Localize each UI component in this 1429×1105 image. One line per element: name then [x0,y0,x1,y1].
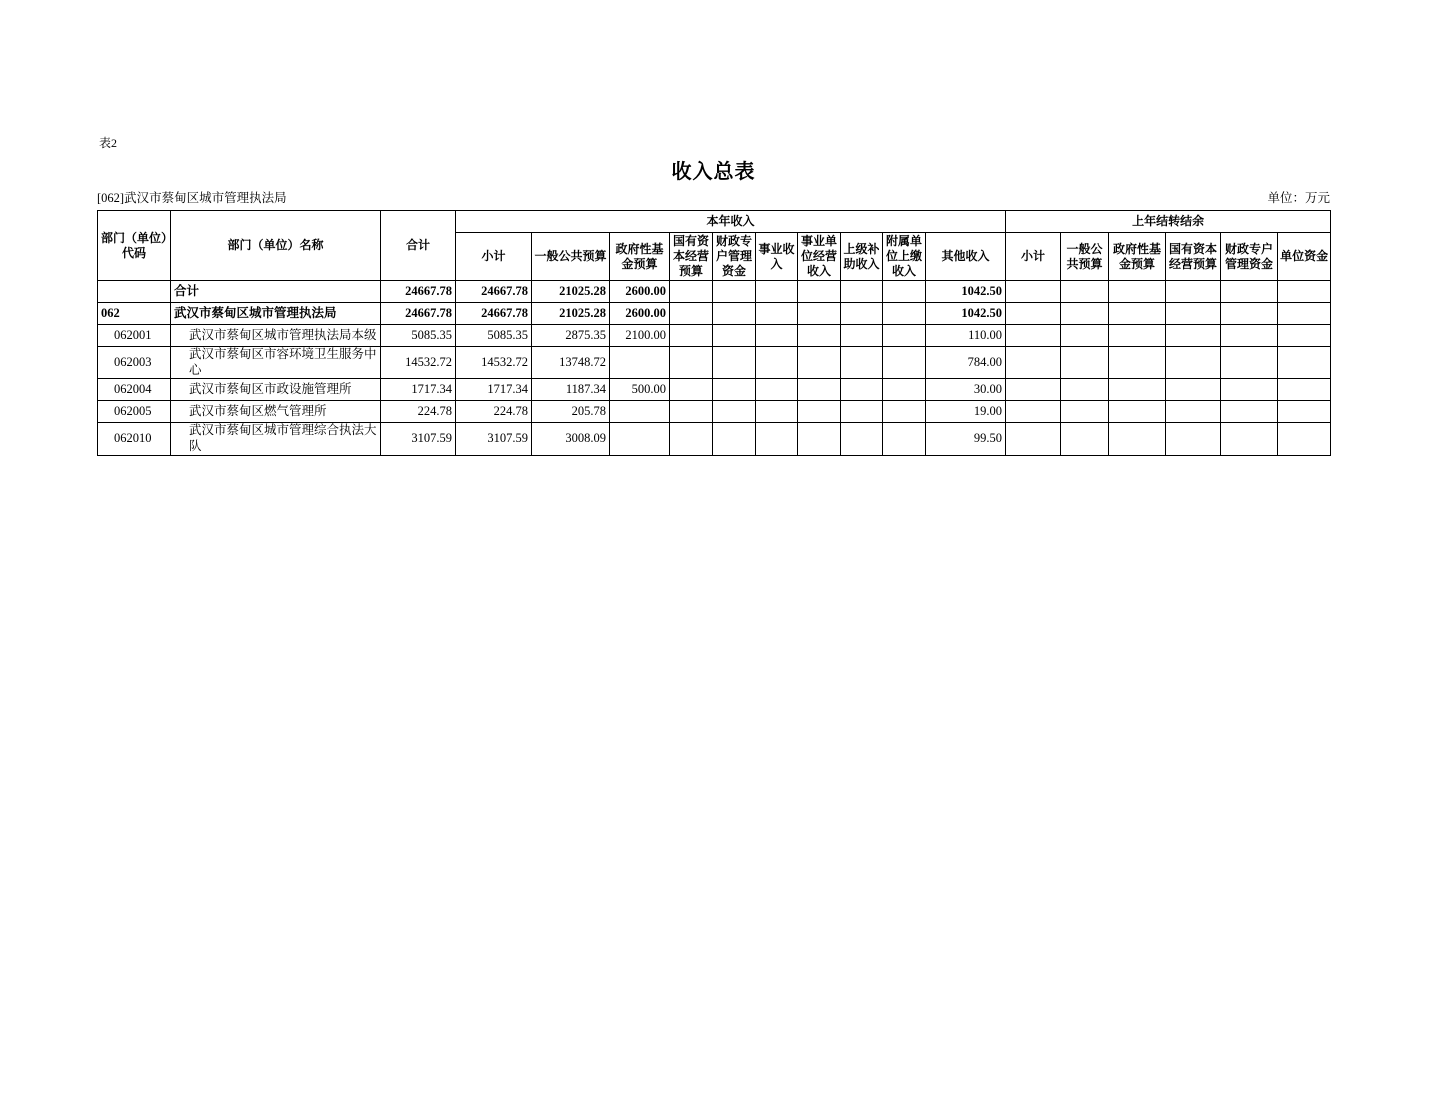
header-current-year-col-6: 事业单位经营收入 [798,233,841,281]
row-value-cell [670,379,713,401]
row-value-cell [1061,347,1109,379]
row-value-cell [841,401,883,423]
header-current-year-col-7: 上级补助收入 [841,233,883,281]
row-name-cell: 武汉市蔡甸区城市管理综合执法大队 [171,423,381,455]
row-value-cell [1006,325,1061,347]
row-code-cell [98,281,171,303]
row-value-cell [883,347,926,379]
row-code-cell: 062010 [98,423,171,455]
row-value-cell [1061,401,1109,423]
row-value-cell: 1042.50 [926,303,1006,325]
row-value-cell: 3107.59 [456,423,532,455]
row-value-cell: 1717.34 [456,379,532,401]
row-value-cell [1109,347,1166,379]
header-current-year-col-0: 小计 [456,233,532,281]
row-value-cell [883,303,926,325]
row-value-cell [1221,347,1278,379]
header-current-year-col-5: 事业收入 [756,233,798,281]
row-value-cell [670,347,713,379]
row-name-cell: 合计 [171,281,381,303]
header-current-year-col-8: 附属单位上缴收入 [883,233,926,281]
header-carryover-col-3: 国有资本经营预算 [1166,233,1221,281]
row-value-cell [756,401,798,423]
header-current-year-col-4: 财政专户管理资金 [713,233,756,281]
row-value-cell [798,281,841,303]
row-value-cell: 205.78 [532,401,610,423]
row-value-cell: 2600.00 [610,281,670,303]
row-value-cell [841,303,883,325]
row-value-cell: 21025.28 [532,303,610,325]
table-row [98,303,1331,325]
row-name-cell: 武汉市蔡甸区城市管理执法局本级 [171,325,381,347]
row-code-cell: 062001 [98,325,171,347]
row-value-cell [1278,401,1331,423]
row-value-cell [1006,379,1061,401]
table-row [98,347,1331,379]
row-value-cell [798,379,841,401]
row-value-cell: 14532.72 [456,347,532,379]
row-value-cell [1221,281,1278,303]
row-value-cell [1221,401,1278,423]
row-value-cell: 3008.09 [532,423,610,455]
row-code-cell: 062003 [98,347,171,379]
header-current-year-col-9: 其他收入 [926,233,1006,281]
row-value-cell [1109,325,1166,347]
row-value-cell: 110.00 [926,325,1006,347]
row-value-cell [1166,347,1221,379]
row-value-cell [841,347,883,379]
row-value-cell: 224.78 [456,401,532,423]
row-value-cell [1006,423,1061,455]
row-value-cell [841,379,883,401]
row-name-cell: 武汉市蔡甸区市容环境卫生服务中心 [171,347,381,379]
row-value-cell [1166,379,1221,401]
row-value-cell [883,325,926,347]
row-value-cell [1221,423,1278,455]
row-value-cell: 224.78 [381,401,456,423]
row-value-cell [1221,303,1278,325]
row-value-cell: 784.00 [926,347,1006,379]
row-value-cell [610,401,670,423]
row-value-cell: 2100.00 [610,325,670,347]
table-row [98,281,1331,303]
row-value-cell [1166,281,1221,303]
row-value-cell: 21025.28 [532,281,610,303]
row-value-cell [756,325,798,347]
header-carryover-col-1: 一般公共预算 [1061,233,1109,281]
row-value-cell [670,423,713,455]
income-summary-table [97,210,1331,456]
row-value-cell [756,423,798,455]
row-value-cell [1221,325,1278,347]
page-title: 收入总表 [671,161,756,183]
table-row [98,325,1331,347]
table-row [98,379,1331,401]
table-row [98,401,1331,423]
row-value-cell [713,303,756,325]
row-value-cell [1278,379,1331,401]
row-value-cell [1061,303,1109,325]
row-value-cell [883,281,926,303]
row-value-cell [1006,281,1061,303]
row-value-cell [670,401,713,423]
row-value-cell: 99.50 [926,423,1006,455]
row-value-cell: 30.00 [926,379,1006,401]
header-grand-total: 合计 [381,211,456,281]
sheet-label: 表2 [99,136,118,150]
row-value-cell [883,379,926,401]
row-value-cell: 24667.78 [456,281,532,303]
row-value-cell: 13748.72 [532,347,610,379]
row-value-cell: 5085.35 [381,325,456,347]
row-value-cell [841,281,883,303]
row-value-cell [1109,379,1166,401]
row-value-cell [1109,401,1166,423]
row-value-cell [798,325,841,347]
header-carryover-col-4: 财政专户管理资金 [1221,233,1278,281]
header-carryover-col-2: 政府性基金预算 [1109,233,1166,281]
row-value-cell: 24667.78 [381,281,456,303]
row-value-cell [1278,281,1331,303]
row-value-cell: 500.00 [610,379,670,401]
row-value-cell: 19.00 [926,401,1006,423]
row-value-cell: 24667.78 [456,303,532,325]
row-value-cell [798,347,841,379]
header-dept-code: 部门（单位）代码 [98,211,171,281]
row-value-cell: 1042.50 [926,281,1006,303]
header-current-year-col-3: 国有资本经营预算 [670,233,713,281]
row-value-cell [798,401,841,423]
row-value-cell [713,281,756,303]
row-value-cell [1278,303,1331,325]
row-value-cell [1006,401,1061,423]
row-value-cell: 5085.35 [456,325,532,347]
row-value-cell: 1187.34 [532,379,610,401]
row-value-cell [713,379,756,401]
row-value-cell: 2875.35 [532,325,610,347]
row-name-cell: 武汉市蔡甸区城市管理执法局 [171,303,381,325]
org-caption: [062]武汉市蔡甸区城市管理执法局 [97,191,287,205]
row-code-cell: 062005 [98,401,171,423]
row-value-cell [1061,379,1109,401]
row-value-cell [670,281,713,303]
row-value-cell [1278,423,1331,455]
row-value-cell [670,303,713,325]
row-value-cell: 14532.72 [381,347,456,379]
row-value-cell [1061,325,1109,347]
row-name-cell: 武汉市蔡甸区燃气管理所 [171,401,381,423]
row-value-cell [1061,281,1109,303]
row-value-cell [756,347,798,379]
table-body [98,281,1331,456]
row-value-cell [883,401,926,423]
header-carryover-col-5: 单位资金 [1278,233,1331,281]
row-value-cell [610,347,670,379]
row-code-cell: 062 [98,303,171,325]
row-value-cell [713,423,756,455]
row-value-cell [610,423,670,455]
row-value-cell [1006,303,1061,325]
row-value-cell [713,401,756,423]
header-carryover-col-0: 小计 [1006,233,1061,281]
row-value-cell [1109,281,1166,303]
row-value-cell [841,325,883,347]
row-value-cell [883,423,926,455]
row-code-cell: 062004 [98,379,171,401]
row-value-cell: 24667.78 [381,303,456,325]
row-value-cell [1166,325,1221,347]
row-value-cell [1061,423,1109,455]
row-value-cell [1221,379,1278,401]
table-header [98,211,1331,281]
row-value-cell [713,347,756,379]
row-value-cell [756,281,798,303]
row-name-cell: 武汉市蔡甸区市政设施管理所 [171,379,381,401]
header-dept-name: 部门（单位）名称 [171,211,381,281]
row-value-cell [1278,325,1331,347]
row-value-cell [1166,303,1221,325]
row-value-cell [670,325,713,347]
row-value-cell [841,423,883,455]
row-value-cell [1166,401,1221,423]
header-current-year-col-1: 一般公共预算 [532,233,610,281]
row-value-cell [798,423,841,455]
header-group-current-year-income: 本年收入 [456,211,1006,233]
row-value-cell [798,303,841,325]
row-value-cell [756,379,798,401]
header-group-prior-year-carryover: 上年结转结余 [1006,211,1331,233]
row-value-cell: 3107.59 [381,423,456,455]
caption-bar [97,188,1330,206]
row-value-cell: 2600.00 [610,303,670,325]
row-value-cell [1006,347,1061,379]
row-value-cell [1166,423,1221,455]
header-current-year-col-2: 政府性基金预算 [610,233,670,281]
table-row [98,423,1331,455]
row-value-cell [1278,347,1331,379]
row-value-cell [756,303,798,325]
row-value-cell [1109,303,1166,325]
row-value-cell [713,325,756,347]
unit-caption: 单位：万元 [1267,191,1330,205]
row-value-cell [1109,423,1166,455]
row-value-cell: 1717.34 [381,379,456,401]
